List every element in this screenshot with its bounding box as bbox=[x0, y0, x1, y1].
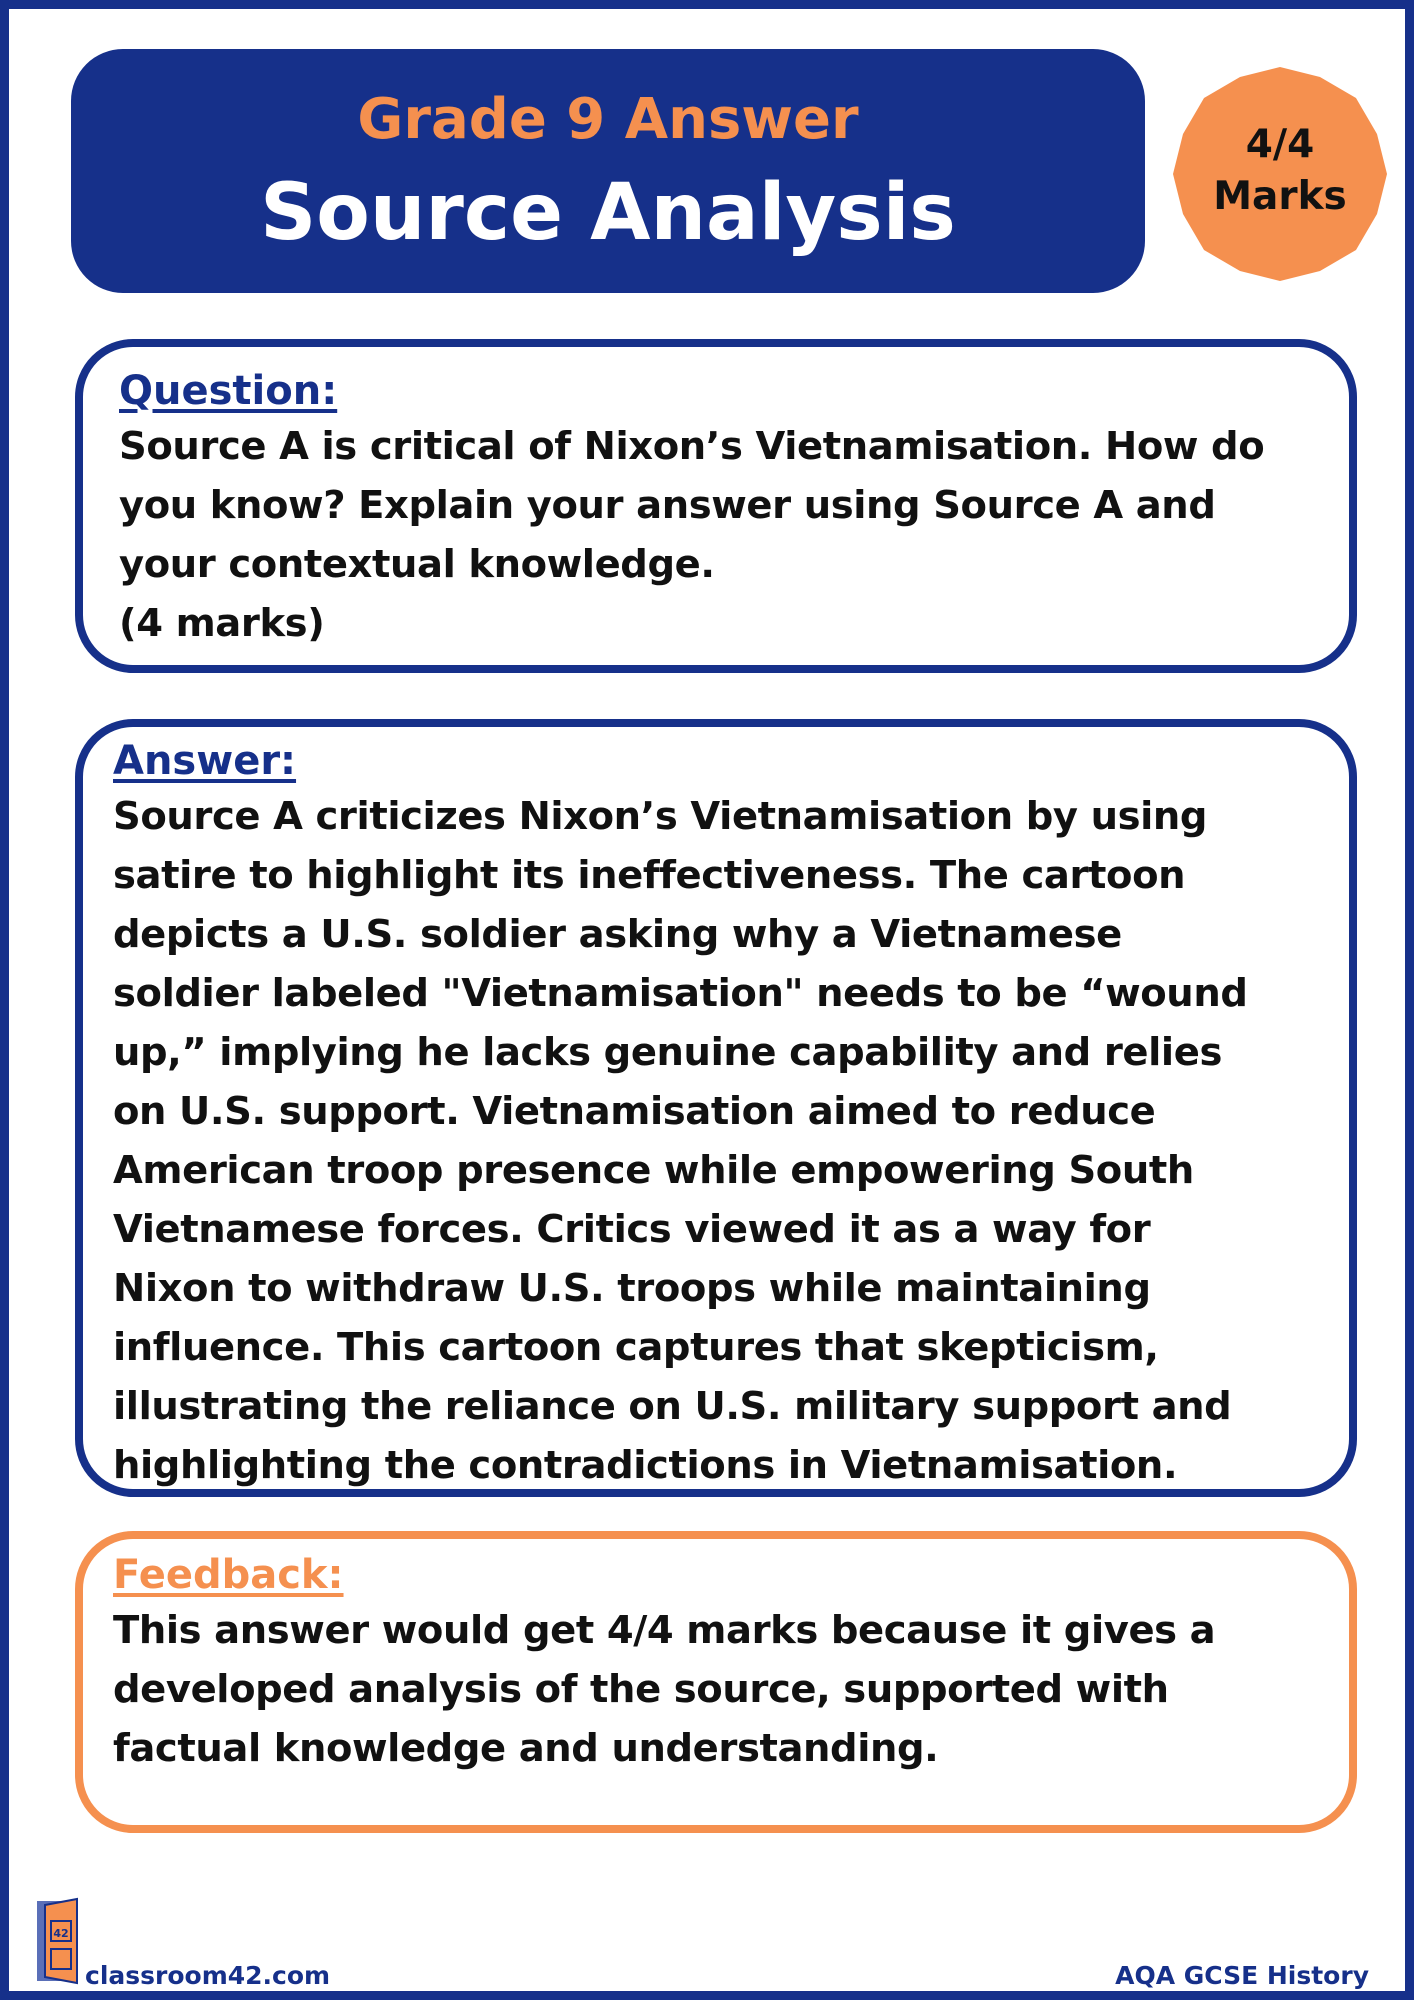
question-panel bbox=[75, 339, 1357, 673]
question-text: Source A is critical of Nixon’s Vietnamisation. How do you know? Explain your answer using Source A and your contextual knowledge. (4 marks) bbox=[119, 424, 1265, 646]
feedback-label: Feedback: bbox=[113, 1552, 344, 1598]
footer-site-link[interactable]: classroom42.com bbox=[85, 1961, 331, 1990]
marks-badge-text: 4/4 Marks bbox=[1213, 122, 1347, 219]
header-banner bbox=[71, 49, 1145, 293]
answer-panel bbox=[75, 719, 1357, 1497]
marks-badge bbox=[1173, 67, 1387, 281]
footer-course: AQA GCSE History bbox=[1115, 1961, 1369, 1990]
question-label: Question: bbox=[119, 368, 338, 414]
logo-number: 42 bbox=[53, 1927, 69, 1940]
header-subtitle: Grade 9 Answer bbox=[357, 87, 859, 152]
feedback-text: This answer would get 4/4 marks because it gives a developed analysis of the source, supported with factual knowledge and understanding. bbox=[113, 1608, 1216, 1771]
page-title: Source Analysis bbox=[260, 168, 956, 258]
answer-text: Source A criticizes Nixon’s Vietnamisation by using satire to highlight its ineffectiveness. The cartoon depicts a U.S. soldier asking why a Vietnamese soldier labeled "Vietnamisation" needs to be “wound up,” implying he lacks genuine capability and relies on U.S. support. Vietnamisation aimed to reduce American troop presence while empowering South Vietnamese forces. Critics viewed it as a way for Nixon to withdraw U.S. troops while maintaining influence. This cartoon captures that skepticism, illustrating the reliance on U.S. military support and highlighting the contradictions in Vietnamisation. bbox=[113, 794, 1248, 1488]
answer-label: Answer: bbox=[113, 738, 297, 784]
feedback-panel bbox=[75, 1531, 1357, 1833]
classroom-door-logo-icon bbox=[35, 1897, 79, 1985]
